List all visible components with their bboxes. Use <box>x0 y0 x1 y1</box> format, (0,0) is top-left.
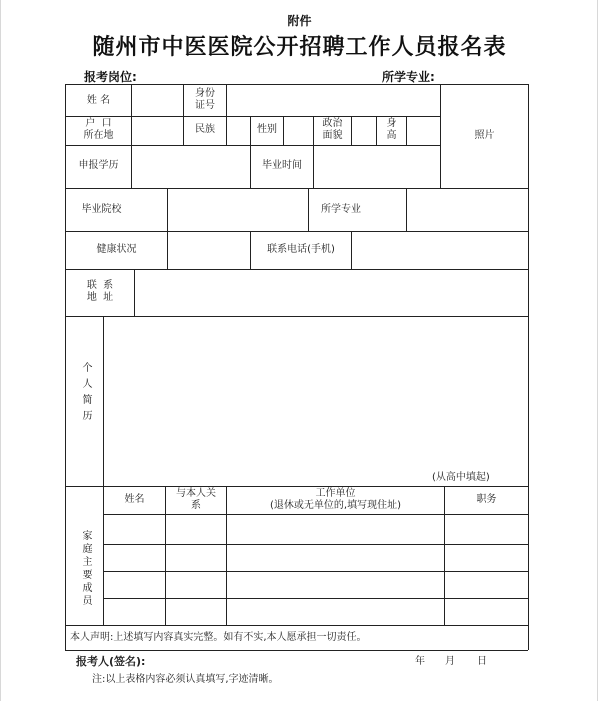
col-line <box>167 231 168 269</box>
row-line <box>65 116 440 117</box>
col-line <box>167 188 168 231</box>
col-line <box>134 269 135 316</box>
col-line <box>406 188 407 231</box>
major-label: 所学专业: <box>382 70 435 84</box>
col-line <box>103 316 104 625</box>
photo-label: 照片 <box>474 130 495 141</box>
resume-note: (从高中填起) <box>432 472 490 483</box>
signature-label: 报考人(签名): <box>76 655 146 668</box>
col-line <box>351 116 352 145</box>
name-label: 姓 名 <box>86 95 111 106</box>
page-edge-left <box>0 0 1 701</box>
family-work-header: 工作单位 (退休或无单位的,填写现住址) <box>270 488 401 511</box>
family-job-header: 职务 <box>476 494 497 505</box>
col-line <box>131 145 132 188</box>
row-line <box>65 188 528 189</box>
row-line <box>65 316 528 317</box>
health-label: 健康状况 <box>96 244 137 255</box>
footer-note: 注:以上表格内容必须认真填写,字迹清晰。 <box>92 674 279 685</box>
political-label: 政治 面貌 <box>322 118 343 141</box>
address-label: 联 系 地 址 <box>86 280 114 303</box>
household-label: 户 口 所在地 <box>83 118 114 141</box>
id-card-label: 身份 证号 <box>195 88 215 111</box>
phone-label: 联系电话(手机) <box>267 244 335 255</box>
col-line <box>406 116 407 145</box>
gender-label: 性别 <box>257 124 277 135</box>
date-year: 年 <box>415 656 425 667</box>
col-line <box>226 116 227 145</box>
date-month: 月 <box>445 656 455 667</box>
col-line <box>444 486 445 625</box>
col-line <box>351 231 352 269</box>
row-line <box>103 598 528 599</box>
declaration-text: 本人声明:上述填写内容真实完整。如有不实,本人愿承担一切责任。 <box>70 632 367 643</box>
row-line <box>65 145 440 146</box>
row-line <box>65 625 528 626</box>
row-line <box>65 231 528 232</box>
row-line <box>103 571 528 572</box>
family-name-header: 姓名 <box>124 494 145 505</box>
col-line <box>131 84 132 145</box>
education-label: 申报学历 <box>78 160 119 171</box>
col-line <box>226 84 227 116</box>
family-label: 家庭主要成员 <box>80 530 91 608</box>
col-line <box>313 145 314 188</box>
graduation-time-label: 毕业时间 <box>262 160 302 171</box>
row-line <box>65 486 528 487</box>
row-line <box>103 544 528 545</box>
annex-label: 附件 <box>287 14 312 28</box>
form-title: 随州市中医医院公开招聘工作人员报名表 <box>92 34 507 60</box>
family-relation-header: 与本人关 系 <box>176 488 216 511</box>
col-line <box>283 116 284 145</box>
resume-label: 个人简历 <box>80 362 91 426</box>
major-field-label: 所学专业 <box>321 204 361 215</box>
school-label: 毕业院校 <box>81 204 122 215</box>
page-edge-right <box>597 0 598 701</box>
ethnicity-label: 民族 <box>195 124 215 135</box>
position-label: 报考岗位: <box>84 70 137 84</box>
table-border-bottom <box>65 650 528 651</box>
height-label: 身 高 <box>386 118 397 141</box>
date-day: 日 <box>477 656 487 667</box>
row-line <box>103 514 528 515</box>
table-border-right <box>528 84 529 650</box>
table-border-top <box>65 84 528 85</box>
